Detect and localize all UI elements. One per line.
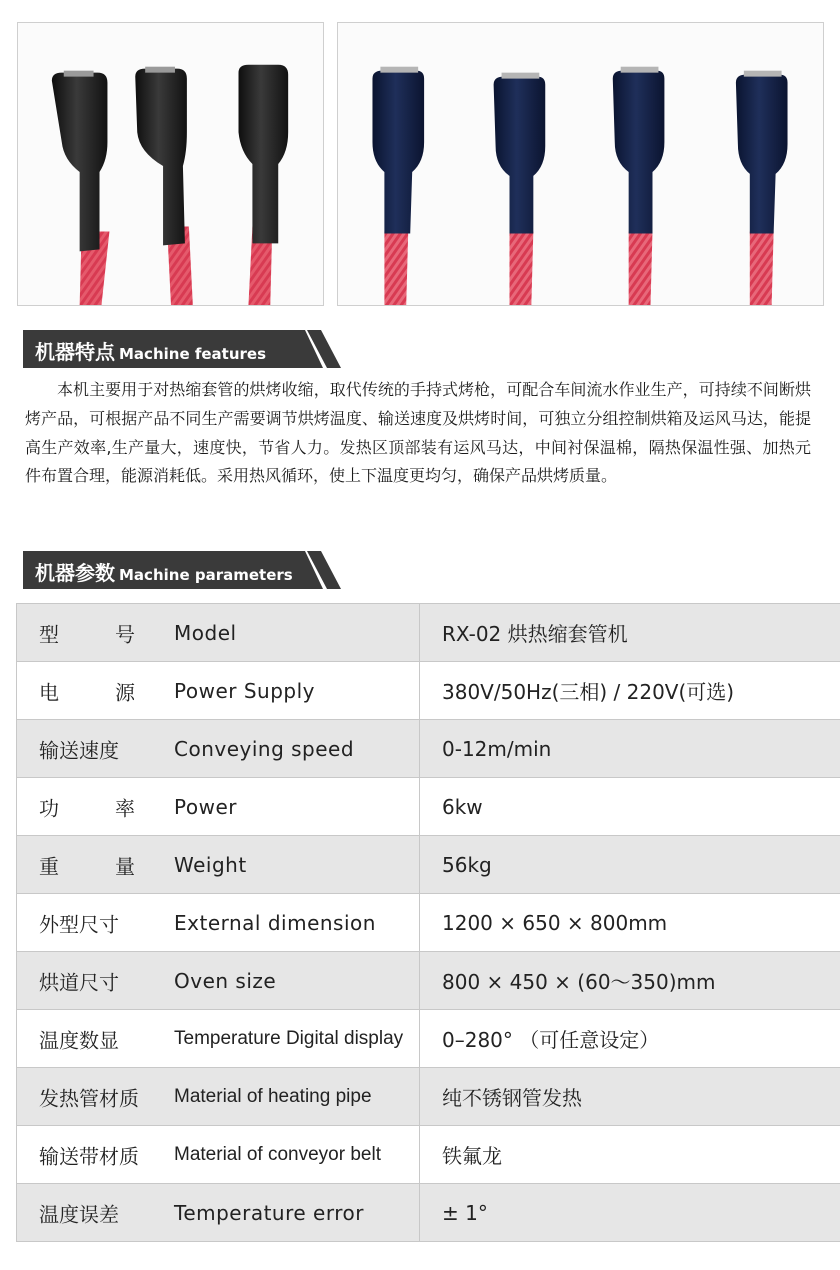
blue-terminals-illustration [338, 23, 823, 305]
table-row [17, 1068, 840, 1126]
param-value: 6kw [420, 778, 840, 836]
terminal-2 [135, 69, 187, 246]
param-value: 1200 × 650 × 800mm [420, 894, 840, 952]
param-label-en: Power [174, 794, 237, 819]
param-label-cell [17, 662, 420, 720]
table-row [17, 836, 840, 894]
table-row [17, 952, 840, 1010]
parameters-title-en: Machine parameters [119, 566, 293, 584]
param-label-cell [17, 1126, 420, 1184]
table-row [17, 894, 840, 952]
param-value: RX-02 烘热缩套管机 [420, 604, 840, 662]
param-label-zh: 电 源 [39, 680, 135, 704]
param-label-cell [17, 720, 420, 778]
black-terminals-illustration [18, 23, 323, 305]
param-label-cell [17, 778, 420, 836]
terminal-1 [52, 73, 108, 252]
param-label-zh: 重 量 [39, 854, 135, 878]
parameters-table [16, 603, 840, 1242]
param-value: 纯不锈钢管发热 [420, 1068, 840, 1126]
features-description: 本机主要用于对热缩套管的烘烤收缩，取代传统的手持式烤枪，可配合车间流水作业生产，可持续不间断烘烤产品，可根据产品不同生产需要调节烘烤温度、输送速度及烘烤时间，可独立分组控制烘箱及运风马达，能提高生产效率,生产量大，速度快，节省人力。发热区顶部装有运风马达，中间衬保温棉，隔热保温性强、加热元 件布置合理，能源消耗低。采用热风循环，使上下温度更均匀，确保产品烘烤质量。 [25, 380, 811, 486]
param-label-zh: 型 号 [39, 622, 135, 646]
table-row [17, 604, 840, 662]
param-label-en: Conveying speed [174, 736, 355, 761]
param-label-en: External dimension [174, 910, 376, 935]
param-label-zh: 功 率 [39, 796, 135, 820]
features-title-zh: 机器特点 [35, 340, 115, 364]
param-value: 0-12m/min [420, 720, 840, 778]
param-value: 380V/50Hz(三相) / 220V(可选) [420, 662, 840, 720]
param-value: ± 1° [420, 1184, 840, 1242]
param-label-en: Oven size [174, 968, 277, 993]
features-title [35, 336, 266, 365]
param-label-cell [17, 836, 420, 894]
param-label-zh: 外型尺寸 [39, 912, 119, 936]
blue-terminal-4 [736, 71, 788, 305]
param-label-zh: 温度数显 [39, 1028, 119, 1052]
parameters-title-zh: 机器参数 [35, 561, 115, 585]
param-label-en: Temperature Digital display [174, 1027, 404, 1049]
param-value: 800 × 450 × (60～350)mm [420, 952, 840, 1010]
param-label-en: Temperature error [174, 1200, 364, 1225]
param-label-en: Weight [174, 852, 247, 877]
param-value: 0–280° （可任意设定） [420, 1010, 840, 1068]
table-row [17, 1010, 840, 1068]
features-title-en: Machine features [119, 345, 267, 363]
table-row [17, 1126, 840, 1184]
param-label-cell [17, 952, 420, 1010]
table-row [17, 720, 840, 778]
param-label-cell [17, 604, 420, 662]
table-row [17, 662, 840, 720]
param-label-zh: 输送速度 [39, 738, 119, 762]
param-label-en: Model [174, 620, 237, 645]
blue-terminal-3 [613, 67, 665, 305]
terminal-3 [239, 65, 289, 244]
param-value: 56kg [420, 836, 840, 894]
blue-terminal-1 [372, 67, 424, 305]
param-label-zh: 温度误差 [39, 1202, 119, 1226]
param-label-zh: 发热管材质 [39, 1086, 139, 1110]
param-label-zh: 输送带材质 [39, 1144, 139, 1168]
param-label-cell [17, 1068, 420, 1126]
product-photo-black-terminals [17, 22, 324, 306]
table-row [17, 778, 840, 836]
param-label-cell [17, 894, 420, 952]
parameters-title [35, 557, 293, 586]
table-row [17, 1184, 840, 1242]
param-label-cell [17, 1010, 420, 1068]
blue-terminal-2 [494, 73, 546, 305]
param-label-en: Power Supply [174, 678, 315, 703]
param-label-en: Material of conveyor belt [174, 1143, 381, 1165]
product-photo-blue-terminals [337, 22, 824, 306]
param-label-cell [17, 1184, 420, 1242]
param-label-zh: 烘道尺寸 [39, 970, 119, 994]
param-label-en: Material of heating pipe [174, 1085, 372, 1107]
param-value: 铁氟龙 [420, 1126, 840, 1184]
